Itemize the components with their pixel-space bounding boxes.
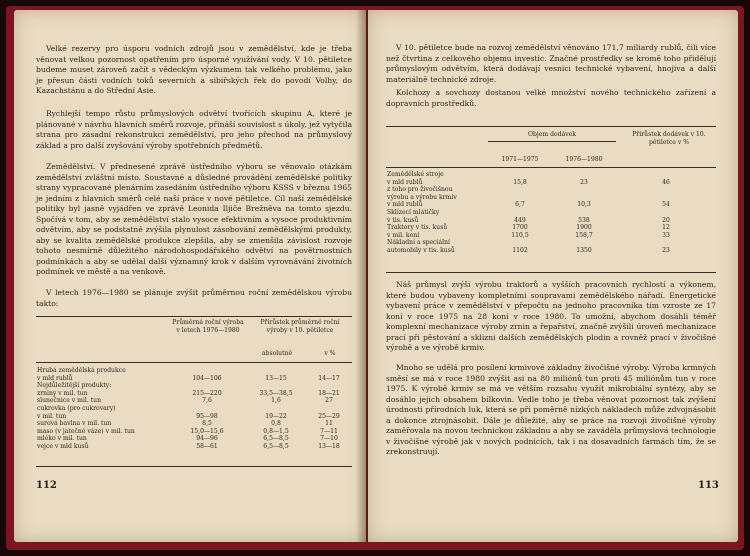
- row-label: Nejdůležitější produkty:: [37, 382, 112, 390]
- table-row: [36, 397, 352, 405]
- table-header-rule: [386, 167, 716, 168]
- cell-value: 33,5—38,5: [259, 389, 293, 397]
- table-header: 1971—1975: [501, 156, 539, 163]
- cell-value: [168, 405, 246, 413]
- table-row: [36, 413, 352, 421]
- cell-value: [616, 239, 716, 247]
- table-row: [36, 367, 352, 375]
- cell-value: 7—10: [320, 435, 338, 443]
- table-header: absolutně: [261, 350, 293, 357]
- row-label: v mil. tun: [37, 412, 67, 420]
- cell-value: [168, 382, 246, 390]
- cell-value: 20: [662, 216, 670, 224]
- cell-value: 23: [580, 178, 588, 186]
- table-header: Objem dodávek: [528, 131, 576, 138]
- cell-value: 15,8: [513, 178, 527, 186]
- cell-value: 7,6: [202, 397, 212, 405]
- cell-value: 12: [662, 224, 670, 232]
- cell-value: 23: [662, 246, 670, 254]
- left-page: [14, 10, 366, 542]
- table-row: [386, 232, 716, 240]
- cell-value: 104—106: [192, 374, 222, 382]
- cell-value: [246, 405, 306, 413]
- cell-value: 1900: [576, 224, 592, 232]
- right-page: [368, 10, 738, 542]
- table-row: [36, 420, 352, 428]
- cell-value: [616, 194, 716, 202]
- row-label: v tis. kusů: [387, 216, 419, 224]
- table-header-rule: [36, 362, 352, 363]
- paragraph: Náš průmysl zvýší výrobu traktorů a vyšších pracovních rychlostí a výkonem, které budou vybaveny kompletními soupravami zemědělského nářadí. Energetické vybavení práce v zemědělství v přepočtu na jednoho pracovníka tím vzroste ze 17 koní v roce 1975 na 28 koní v roce 1980. To umožní, abychom dosáhli téměř komplexní mechanizace výroby zrnin a řepařství, značně zvýšili úroveň mechanizace prací při pěstování a sklizni dalších zemědělských plodin a rovněž prací v živočišné výrobě a ve výrobě krmiv.: [386, 280, 716, 353]
- row-label: Sklízecí mlátičky: [387, 208, 440, 216]
- paragraph: Kolchozy a sovchozy dostanou velké množství nového technického zařízení a dopravních prostředků.: [386, 88, 716, 108]
- cell-value: 6,7: [515, 201, 525, 209]
- cell-value: [488, 239, 552, 247]
- cell-value: 33: [662, 231, 670, 239]
- row-label: automobily v tis. kusů: [387, 246, 455, 254]
- cell-value: 0,8: [271, 420, 281, 428]
- cell-value: [488, 171, 552, 179]
- table-row: [386, 194, 716, 202]
- cell-value: [552, 194, 616, 202]
- cell-value: 54: [662, 201, 670, 209]
- table-row: [386, 239, 716, 247]
- table-top-rule: [36, 316, 352, 317]
- cell-value: 58—61: [196, 442, 218, 450]
- paragraph: V 10. pětiletce bude na rozvoj zemědělství věnováno 171,7 miliardy rublů, čili více než čtvrtina z celkového objemu investic. Značné prostředky se kromě toho přidělují průmyslovým odvětvím, která dodávají vesnici technické vybavení, hnojiva a další materiálně technické zdroje.: [386, 43, 716, 84]
- table-row: [386, 217, 716, 225]
- row-label: Traktory v tis. kusů: [387, 224, 448, 232]
- cell-value: 538: [578, 216, 590, 224]
- cell-value: [616, 209, 716, 217]
- cell-value: 46: [662, 178, 670, 186]
- cell-value: 110,5: [511, 231, 529, 239]
- table-row: [36, 443, 352, 451]
- table-bottom-rule: [386, 272, 716, 273]
- cell-value: [246, 367, 306, 375]
- paragraph: Rychlejší tempo růstu průmyslových odvětví tvořících skupinu A, které je plánované v návrhu hlavních směrů rozvoje, přináší souvislost s úkoly, jež vytyčila strana pro zásadní rekonstrukci zemědělství, pro jeho přechod na průmyslový základ a pro další zvyšování výroby spotřebních předmětů.: [36, 109, 352, 150]
- cell-value: 6,5—8,5: [263, 442, 289, 450]
- cell-value: [552, 171, 616, 179]
- row-label: v mil. koní: [387, 231, 420, 239]
- cell-value: 27: [325, 397, 333, 405]
- cell-value: 8,5: [202, 420, 212, 428]
- page-number: 113: [698, 480, 719, 491]
- table-header: Přírůstek průměrné roční výroby v 10. pětiletce: [260, 319, 340, 334]
- table-row: [386, 201, 716, 209]
- cell-value: [488, 186, 552, 194]
- cell-value: 6,5—8,5: [263, 435, 289, 443]
- table-row: [386, 247, 716, 255]
- row-label: výrobu a výrobu krmiv: [387, 193, 457, 201]
- paragraph: Velké rezervy pro úsporu vodních zdrojů jsou v zemědělství, kde je třeba věnovat velkou pozornost opatřením pro úsporné využívání vody. V 10. pětiletce budeme muset zároveň začít s vědeckým výzkumem tak velkého problému, jako je přesun části vodních toků severních a sibiřských řek do povodí Volhy, do Kazachstánu a do Střední Asie.: [36, 44, 352, 96]
- cell-value: 15,0—15,6: [190, 427, 224, 435]
- cell-value: [306, 382, 352, 390]
- cell-value: 449: [514, 216, 526, 224]
- table-row: [36, 405, 352, 413]
- row-label: Nákladní a speciální: [387, 239, 450, 247]
- cell-value: [306, 367, 352, 375]
- row-label: z toho pro živočišnou: [387, 186, 453, 194]
- cell-value: 19—22: [265, 412, 287, 420]
- cell-value: 18—21: [318, 389, 340, 397]
- row-label: surová bavlna v mil. tun: [37, 420, 112, 428]
- cell-value: [616, 186, 716, 194]
- table-row: [36, 428, 352, 436]
- row-label: vejce v mld kusů: [37, 442, 89, 450]
- paragraph: V letech 1976—1980 se plánuje zvýšit průměrnou roční zemědělskou výrobu takto:: [36, 288, 352, 308]
- table-header: Přírůstek dodávek v 10. pětiletce v %: [632, 131, 706, 146]
- table-header: Průměrná roční výroba v letech 1976—1980: [172, 319, 244, 334]
- table-row: [386, 171, 716, 179]
- cell-value: [488, 209, 552, 217]
- table-row: [386, 224, 716, 232]
- cell-value: [488, 194, 552, 202]
- row-label: v mld rublů: [37, 374, 73, 382]
- cell-value: 1700: [512, 224, 528, 232]
- cell-value: [552, 186, 616, 194]
- cell-value: 14—17: [318, 374, 340, 382]
- cell-value: [246, 382, 306, 390]
- paragraph: Zemědělství. V přednesené zprávě ústředního výboru se věnovalo otázkám zemědělství zvláštní místo. Soustavné a důsledné provádění zemědělské politiky strany vypracované plenárním zasedáním ústředního výboru KSSS v březnu 1965 je jedním z hlavních směrů celé naší práce v nové pětiletce. Cíl naší zemědělské politiky byl jasně vyjádřen ve zprávě Leonida Iljiče Brežněva na tomto sjezdu. Spočívá v tom, aby se zemědělství stalo vysoce efektivním a vysoce produktivním odvětvím, aby se podstatně zvýšila plynulost zásobování zemědělskými produkty, aby se kvalita zemědělské produkce zlepšila, aby se zmenšila závislost rozvoje tohoto nesmírně důležitého národohospodářského odvětví na povětrnostních podmínkách a aby se udělal další významný krok v dalším vyrovnávání životních podmínek ve městě a na venkově.: [36, 162, 352, 277]
- table-row: [36, 382, 352, 390]
- table-row: [36, 375, 352, 383]
- paragraph: Mnoho se udělá pro posílení krmivové základny živočišné výroby. Výroba krmných směsí se má v roce 1980 zvýšit asi na 80 miliónů tun proti 45 miliónům tun v roce 1975. K výrobě krmiv se má ve větším rozsahu využít mikrobiální syntézy, aby se dosáhlo jejich obsahem bílkovin. Vedle toho je třeba věnovat pozornost tak zvýšení úrodnosti přírodních luk, která se při poměrně nízkých nákladech může zdvojnásobit a dokonce ztrojnásobit. Dále je důležité, aby se práce na rozvoji živočišné výroby zaměřovala na novou technickou základnu a aby se zaváděla průmyslová technologie v živočišné výrobě jak v nových podnicích, tak i na dosavadních farmách tím, že se zrekonstruují.: [386, 363, 716, 457]
- cell-value: [552, 209, 616, 217]
- row-label: mléko v mil. tun: [37, 435, 87, 443]
- table-row: [386, 186, 716, 194]
- cell-value: 158,7: [575, 231, 593, 239]
- cell-value: 13—18: [318, 442, 340, 450]
- row-label: slunečnice v mil. tun: [37, 397, 102, 405]
- cell-value: [306, 405, 352, 413]
- cell-value: 0,8—1,5: [263, 427, 289, 435]
- production-table: [36, 367, 352, 451]
- cell-value: 13—15: [265, 374, 287, 382]
- table-row: [386, 179, 716, 187]
- cell-value: 95—98: [196, 412, 218, 420]
- cell-value: 1350: [576, 246, 592, 254]
- table-row: [386, 209, 716, 217]
- table-header: v %: [324, 350, 336, 357]
- row-label: v mld rublů: [387, 178, 423, 186]
- cell-value: 7—11: [320, 427, 338, 435]
- cell-value: 1,6: [271, 397, 281, 405]
- cell-value: 1102: [512, 246, 528, 254]
- table-bottom-rule: [36, 466, 352, 467]
- row-label: Zemědělské stroje: [387, 171, 444, 178]
- table-group-rule: [488, 141, 616, 142]
- table-top-rule: [386, 126, 716, 127]
- row-label: zrniny v mil. tun: [37, 389, 88, 397]
- cell-value: 25—29: [318, 412, 340, 420]
- table-row: [36, 390, 352, 398]
- cell-value: [552, 239, 616, 247]
- row-label: Hrubá zemědělská produkce: [37, 367, 126, 374]
- cell-value: 94—96: [196, 435, 218, 443]
- row-label: maso (v jatečné váze) v mil. tun: [37, 427, 135, 435]
- cell-value: [168, 367, 246, 375]
- cell-value: 10,3: [577, 201, 591, 209]
- row-label: v mld rublů: [387, 201, 423, 209]
- cell-value: 11: [325, 420, 333, 428]
- cell-value: [616, 171, 716, 179]
- table-row: [36, 435, 352, 443]
- cell-value: 215—220: [192, 389, 222, 397]
- page-number: 112: [36, 480, 57, 491]
- deliveries-table: [386, 171, 716, 255]
- row-label: cukrovka (pro cukrovary): [37, 404, 116, 412]
- table-header: 1976—1980: [565, 156, 603, 163]
